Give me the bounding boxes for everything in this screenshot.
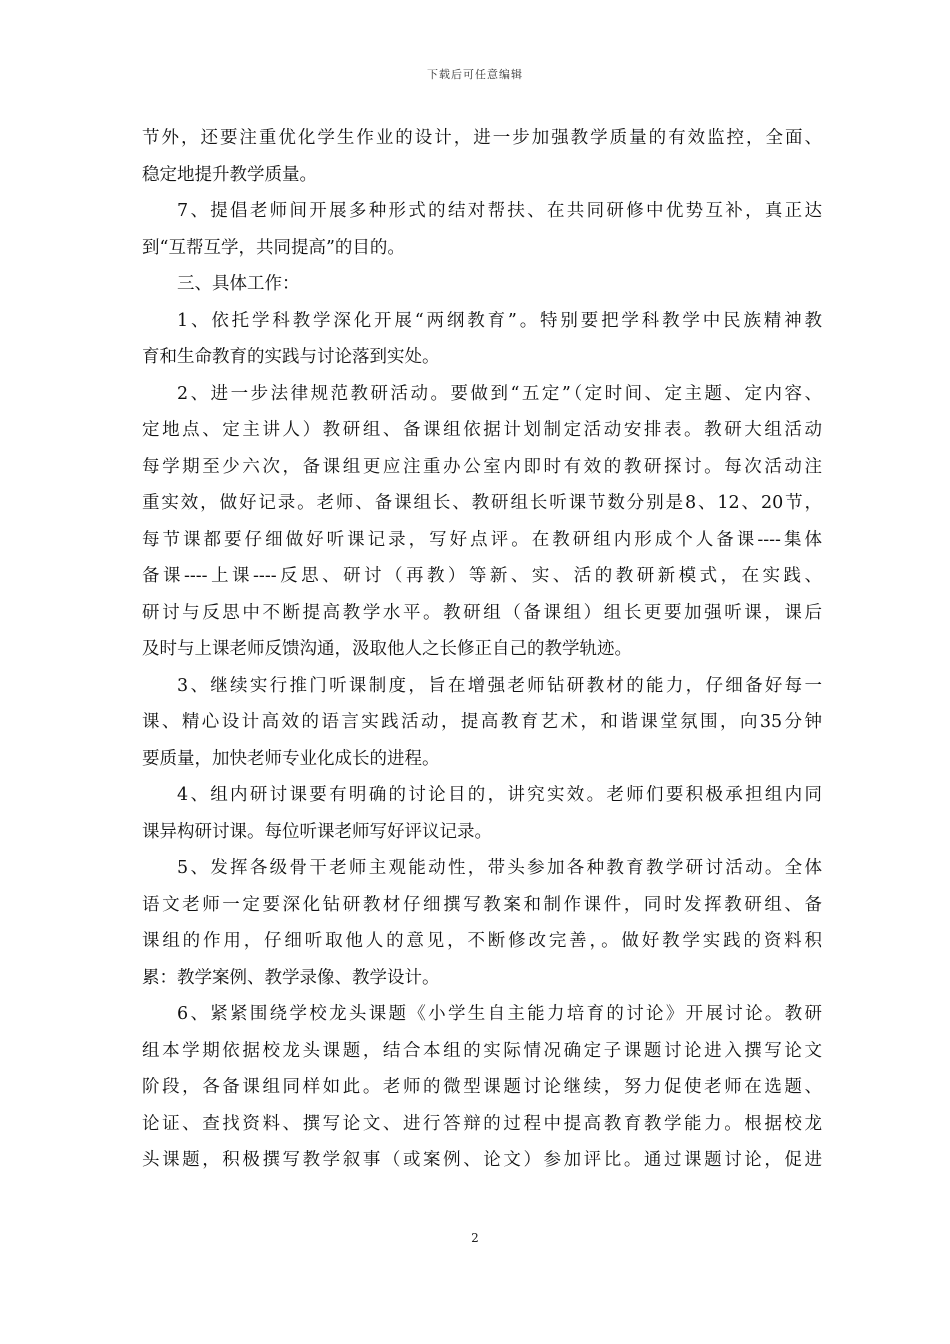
page-header: 下载后可任意编辑 (427, 68, 523, 81)
text-line: 及时与上课老师反馈沟通，汲取他人之长修正自己的教学轨迹。 (142, 639, 632, 659)
text-line: 重实效，做好记录。老师、备课组长、教研组长听课节数分别是8、12、20节， (142, 493, 822, 513)
text-line: 育和生命教育的实践与讨论落到实处。 (142, 347, 440, 367)
text-line: 头课题，积极撰写教学叙事（或案例、论文）参加评比。通过课题讨论，促进 (142, 1150, 822, 1170)
page-number: 2 (471, 1231, 479, 1245)
text-line: 语文老师一定要深化钻研教材仔细撰写教案和制作课件，同时发挥教研组、备 (142, 894, 822, 915)
text-line: 组本学期依据校龙头课题，结合本组的实际情况确定子课题讨论进入撰写论文 (142, 1040, 822, 1061)
text-line: 3、继续实行推门听课制度，旨在增强老师钻研教材的能力，仔细备好每一 (177, 675, 822, 696)
text-line: 论证、查找资料、撰写论文、进行答辩的过程中提高教育教学能力。根据校龙 (142, 1113, 822, 1134)
text-line: 要质量，加快老师专业化成长的进程。 (142, 748, 440, 769)
text-line: 1、依托学科教学深化开展“两纲教育”。特别要把学科教学中民族精神教 (177, 310, 822, 331)
text-line: 阶段，各备课组同样如此。老师的微型课题讨论继续，努力促使老师在选题、 (142, 1077, 822, 1097)
text-line: 定地点、定主讲人）教研组、备课组依据计划制定活动安排表。教研大组活动 (142, 420, 822, 440)
text-line: 每节课都要仔细做好听课记录，写好点评。在教研组内形成个人备课----集体 (142, 529, 822, 550)
text-line: 研讨与反思中不断提高教学水平。教研组（备课组）组长更要加强听课，课后 (142, 602, 822, 623)
document-body (142, 120, 822, 1179)
text-line: 6、紧紧围绕学校龙头课题《小学生自主能力培育的讨论》开展讨论。教研 (177, 1004, 822, 1024)
text-line: 三、具体工作： (177, 274, 300, 294)
text-line: 累：教学案例、教学录像、教学设计。 (142, 967, 440, 988)
text-line: 稳定地提升教学质量。 (142, 164, 317, 185)
text-line: 课异构研讨课。每位听课老师写好评议记录。 (142, 821, 492, 842)
text-line: 2、进一步法律规范教研活动。要做到“五定”（定时间、定主题、定内容、 (177, 383, 822, 404)
text-line: 备课----上课----反思、研讨（再教）等新、实、活的教研新模式，在实践、 (142, 566, 822, 586)
text-line: 节外，还要注重优化学生作业的设计，进一步加强教学质量的有效监控，全面、 (142, 128, 822, 148)
text-line: 5、发挥各级骨干老师主观能动性，带头参加各种教育教学研讨活动。全体 (177, 858, 822, 878)
text-line: 每学期至少六次，备课组更应注重办公室内即时有效的教研探讨。每次活动注 (142, 456, 822, 477)
text-line: 课组的作用，仔细听取他人的意见，不断修改完善，。做好教学实践的资料积 (142, 931, 822, 951)
text-line: 7、提倡老师间开展多种形式的结对帮扶、在共同研修中优势互补，真正达 (177, 201, 822, 221)
text-line: 4、组内研讨课要有明确的讨论目的，讲究实效。老师们要积极承担组内同 (177, 785, 822, 805)
text-line: 到“互帮互学，共同提高”的目的。 (142, 237, 405, 258)
text-line: 课、精心设计高效的语言实践活动，提高教育艺术，和谐课堂氛围，向35分钟 (142, 712, 822, 732)
